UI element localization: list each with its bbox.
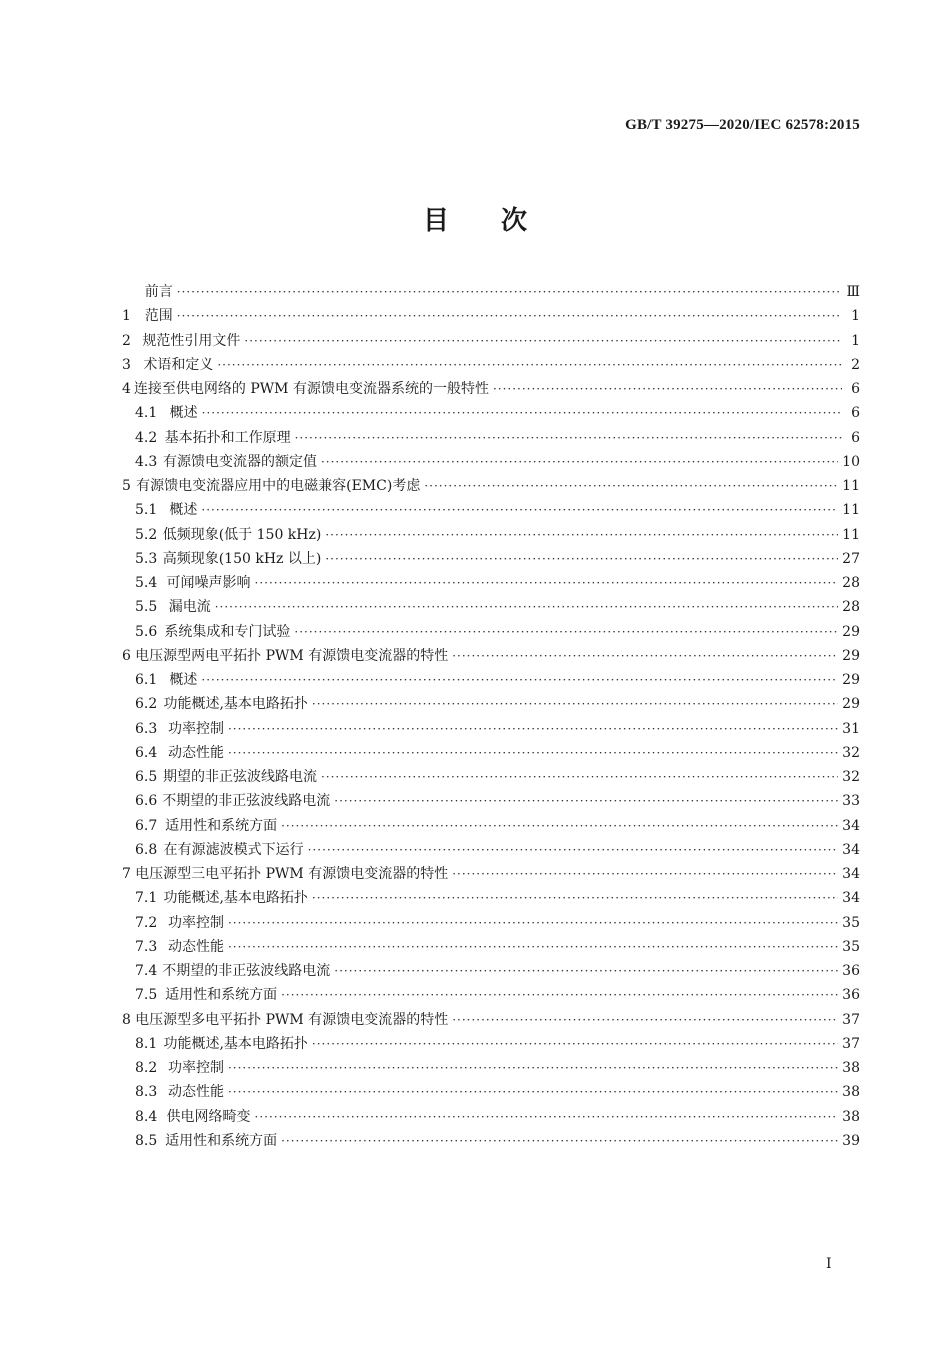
toc-entry-page: 11 [842, 478, 860, 494]
toc-entry-title: 范围 [144, 308, 173, 325]
toc-entry-number: 1 [122, 308, 131, 325]
page-title [0, 200, 950, 237]
toc-entry-number: 7.5 [135, 987, 158, 1004]
toc-dot-leader [215, 600, 838, 614]
page-number: I [826, 1256, 832, 1272]
toc-dot-leader [312, 1037, 838, 1051]
toc-entry-title: 可闻噪声影响 [166, 575, 251, 591]
toc-dot-leader [202, 406, 842, 420]
toc-entry-number: 5 [122, 478, 131, 494]
toc-entry-number: 7.3 [135, 938, 158, 955]
toc-entry[interactable] [122, 766, 860, 790]
toc-dot-leader [321, 455, 838, 469]
toc-entry-number: 5.3 [135, 550, 158, 567]
toc-entry-title: 功率控制 [167, 720, 224, 737]
toc-entry-page: 1 [851, 332, 860, 349]
toc-entry[interactable] [122, 790, 860, 814]
standard-code: GB/T 39275—2020/IEC 62578:2015 [625, 117, 860, 133]
toc-entry-page: 28 [842, 599, 860, 616]
toc-entry-page: 29 [842, 696, 860, 713]
toc-entry-title: 低频现象(低于 150 kHz) [162, 526, 322, 543]
toc-entry-page: 31 [842, 720, 860, 737]
toc-entry[interactable] [122, 1033, 860, 1057]
toc-entry-number: 4 [122, 381, 131, 397]
toc-entry-page: 36 [842, 987, 860, 1004]
toc-entry-title: 规范性引用文件 [142, 332, 241, 349]
toc-entry[interactable] [122, 1057, 860, 1081]
toc-entry-page: 6 [851, 405, 860, 422]
toc-entry-title: 动态性能 [167, 744, 224, 761]
toc-entry-number: 8.4 [135, 1108, 158, 1125]
title-char-2: 次 [501, 206, 528, 236]
toc-entry-number: 8.3 [135, 1084, 158, 1101]
toc-entry-page: 29 [842, 647, 860, 664]
toc-entry-number: 6.6 [135, 793, 158, 810]
toc-entry-title: 基本拓扑和工作原理 [164, 429, 291, 446]
toc-entry-title: 动态性能 [167, 938, 224, 955]
toc-entry-number: 7.1 [135, 890, 158, 907]
toc-entry-page: 29 [842, 672, 860, 688]
toc-dot-leader [228, 1061, 838, 1075]
toc-entry-number: 4.1 [135, 405, 158, 422]
toc-dot-leader [452, 867, 838, 881]
toc-entry-number: 3 [122, 356, 131, 373]
toc-entry[interactable] [122, 572, 860, 596]
toc-entry[interactable] [122, 718, 860, 742]
toc-entry-number: 6.5 [135, 769, 158, 785]
toc-entry-title: 功能概述,基本电路拓扑 [163, 696, 308, 713]
toc-entry-title: 术语和定义 [143, 356, 214, 373]
toc-entry-title: 功能概述,基本电路拓扑 [163, 1035, 308, 1052]
toc-dot-leader [228, 940, 838, 954]
toc-entry-page: 2 [851, 356, 860, 373]
toc-entry-title: 供电网络畸变 [166, 1108, 251, 1125]
toc-entry-title: 不期望的非正弦波线路电流 [162, 793, 331, 810]
toc-entry[interactable] [122, 499, 860, 523]
toc-entry-page: 34 [842, 866, 860, 882]
toc-entry-title: 概述 [169, 672, 198, 688]
toc-dot-leader [281, 1134, 838, 1148]
toc-entry-page: 36 [842, 963, 860, 979]
toc-entry-page: 10 [842, 453, 860, 470]
toc-dot-leader [334, 794, 838, 808]
toc-entry-title: 不期望的非正弦波线路电流 [162, 963, 331, 979]
toc-entry[interactable] [122, 960, 860, 984]
toc-dot-leader [201, 673, 838, 687]
toc-dot-leader [255, 576, 839, 590]
toc-dot-leader [281, 988, 838, 1002]
toc-entry-number: 8.2 [135, 1060, 158, 1076]
toc-entry-number: 7 [122, 866, 131, 882]
toc-entry[interactable] [122, 596, 860, 620]
toc-entry[interactable] [122, 548, 860, 572]
toc-entry[interactable] [122, 936, 860, 960]
toc-entry-title: 电压源型两电平拓扑 PWM 有源馈电变流器的特性 [135, 647, 449, 664]
toc-entry-page: 35 [842, 938, 860, 955]
toc-entry-number: 6.2 [135, 696, 158, 713]
toc-entry-title: 有源馈电变流器应用中的电磁兼容(EMC)考虑 [136, 478, 421, 494]
toc-entry-number: 2 [122, 332, 131, 349]
toc-entry[interactable] [122, 330, 860, 354]
toc-entry-page: 37 [842, 1011, 860, 1028]
toc-entry-page: 33 [842, 793, 860, 810]
toc-dot-leader [177, 285, 842, 299]
toc-entry-number: 5.4 [135, 575, 158, 591]
toc-dot-leader [312, 697, 838, 711]
toc-entry-number: 6.4 [135, 744, 158, 761]
toc-entry-page: 35 [842, 914, 860, 931]
toc-entry-title: 期望的非正弦波线路电流 [162, 769, 317, 785]
toc-dot-leader [312, 891, 838, 905]
toc-entry-title: 适用性和系统方面 [165, 817, 278, 834]
toc-dot-leader [452, 649, 838, 663]
toc-dot-leader [424, 479, 838, 493]
toc-entry[interactable] [122, 863, 860, 887]
toc-entry-page: 11 [842, 526, 860, 543]
toc-entry-title: 适用性和系统方面 [165, 987, 278, 1004]
toc-entry-title: 有源馈电变流器的额定值 [162, 453, 317, 470]
toc-dot-leader [281, 819, 838, 833]
toc-entry-number: 7.2 [135, 914, 158, 931]
toc-entry-number: 6 [122, 647, 131, 664]
toc-entry[interactable] [122, 305, 860, 329]
toc-entry-number: 5.1 [135, 502, 158, 519]
toc-entry[interactable] [122, 427, 860, 451]
toc-entry[interactable] [122, 1009, 860, 1033]
toc-entry-title: 系统集成和专门试验 [164, 623, 291, 640]
toc-dot-leader [228, 916, 838, 930]
toc-dot-leader [201, 503, 838, 517]
toc-entry-page: 38 [842, 1060, 860, 1076]
toc-entry-page: 6 [851, 429, 860, 446]
toc-entry-title: 电压源型多电平拓扑 PWM 有源馈电变流器的特性 [135, 1011, 449, 1028]
toc-entry-page: 32 [842, 744, 860, 761]
toc-entry-number: 8.1 [135, 1035, 158, 1052]
toc-entry-page: 38 [842, 1084, 860, 1101]
toc-entry[interactable] [122, 669, 860, 693]
toc-entry-number: 8 [122, 1011, 131, 1028]
toc-entry-page: 34 [842, 841, 860, 858]
toc-entry[interactable] [122, 912, 860, 936]
toc-dot-leader [177, 309, 842, 323]
toc-entry[interactable] [122, 984, 860, 1008]
toc-entry-number: 6.3 [135, 720, 158, 737]
toc-entry[interactable] [122, 621, 860, 645]
toc-entry-number: 7.4 [135, 963, 158, 979]
toc-entry-page: 28 [842, 575, 860, 591]
toc-entry-page: 37 [842, 1035, 860, 1052]
toc-entry-page: 11 [842, 502, 860, 519]
toc-entry-page: 34 [842, 890, 860, 907]
toc-entry-title: 功能概述,基本电路拓扑 [163, 890, 308, 907]
toc-entry-title: 在有源滤波模式下运行 [163, 841, 304, 858]
toc-entry-title: 功率控制 [167, 1060, 224, 1076]
toc-entry-page: 38 [842, 1108, 860, 1125]
toc-entry-title: 动态性能 [167, 1084, 224, 1101]
table-of-contents [122, 281, 860, 1154]
toc-entry[interactable] [122, 839, 860, 863]
toc-entry[interactable] [122, 354, 860, 378]
toc-entry[interactable] [122, 645, 860, 669]
toc-entry-page: 27 [842, 550, 860, 567]
toc-dot-leader [228, 746, 838, 760]
toc-entry-number: 6.7 [135, 817, 158, 834]
toc-entry-number: 4.2 [135, 429, 158, 446]
toc-entry[interactable] [122, 887, 860, 911]
toc-dot-leader [228, 1085, 838, 1099]
toc-dot-leader [325, 552, 838, 566]
toc-dot-leader [452, 1013, 838, 1027]
toc-dot-leader [308, 843, 839, 857]
toc-entry[interactable] [122, 378, 860, 402]
toc-entry-title: 连接至供电网络的 PWM 有源馈电变流器系统的一般特性 [133, 381, 489, 397]
toc-entry-number: 8.5 [135, 1132, 158, 1149]
toc-dot-leader [255, 1110, 839, 1124]
toc-entry-page: 34 [842, 817, 860, 834]
toc-entry[interactable] [122, 402, 860, 426]
toc-entry-number: 6.8 [135, 841, 158, 858]
toc-dot-leader [294, 625, 838, 639]
toc-entry-title: 电压源型三电平拓扑 PWM 有源馈电变流器的特性 [135, 866, 449, 882]
toc-entry-page: 39 [842, 1132, 860, 1149]
toc-entry[interactable] [122, 281, 860, 305]
toc-entry-title: 概述 [169, 502, 198, 519]
toc-entry-page: 6 [851, 381, 860, 397]
toc-entry-number: 5.6 [135, 623, 158, 640]
toc-entry-page: Ⅲ [846, 284, 860, 300]
toc-entry[interactable] [122, 693, 860, 717]
toc-dot-leader [244, 334, 842, 348]
toc-entry[interactable] [122, 451, 860, 475]
toc-dot-leader [493, 382, 842, 396]
toc-entry[interactable] [122, 1130, 860, 1154]
toc-entry-number: 6.1 [135, 672, 158, 688]
toc-entry-page: 1 [851, 308, 860, 325]
toc-entry[interactable] [122, 742, 860, 766]
toc-entry[interactable] [122, 815, 860, 839]
toc-entry-title: 概述 [169, 405, 198, 422]
toc-entry[interactable] [122, 1081, 860, 1105]
toc-dot-leader [295, 431, 842, 445]
toc-entry-title: 高频现象(150 kHz 以上) [162, 550, 322, 567]
toc-entry[interactable] [122, 475, 860, 499]
title-char-1: 目 [422, 206, 449, 236]
toc-entry[interactable] [122, 524, 860, 548]
toc-entry-number: 4.3 [135, 453, 158, 470]
toc-dot-leader [217, 358, 842, 372]
toc-entry-title: 漏电流 [168, 599, 211, 616]
toc-dot-leader [321, 770, 838, 784]
toc-dot-leader [325, 528, 838, 542]
toc-entry-page: 32 [842, 769, 860, 785]
toc-dot-leader [228, 722, 838, 736]
toc-entry-number: 5.5 [135, 599, 158, 616]
toc-entry[interactable] [122, 1106, 860, 1130]
toc-entry-title: 适用性和系统方面 [165, 1132, 278, 1149]
toc-entry-number: 5.2 [135, 526, 158, 543]
toc-entry-title: 前言 [144, 284, 173, 300]
toc-entry-title: 功率控制 [167, 914, 224, 931]
toc-entry-page: 29 [842, 623, 860, 640]
toc-dot-leader [334, 964, 838, 978]
